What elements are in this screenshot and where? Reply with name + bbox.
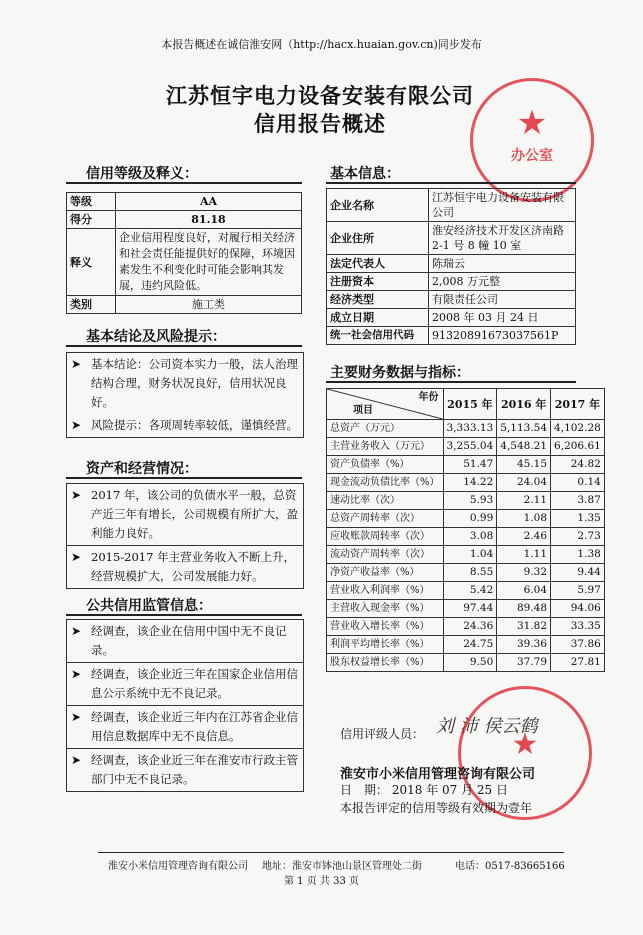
credit-label: 等级 — [67, 193, 116, 211]
list-item — [67, 414, 303, 437]
metric-value: 2.11 — [497, 492, 551, 510]
metric-value: 8.55 — [443, 564, 497, 582]
metric-value: 51.47 — [443, 456, 497, 474]
table-row — [327, 222, 576, 255]
assets-text: 2017 年，该公司的负债水平一般，总资产近三年有增长，公司规模有所扩大，盈利能力良好。 — [91, 488, 298, 540]
conclusion-heading: 基本结论及风险提示： — [86, 329, 226, 345]
financial-heading-rule — [326, 381, 576, 383]
rater-label: 信用评级人员： — [340, 727, 425, 741]
list-item — [67, 546, 303, 588]
stamp-star-icon: ★ — [516, 103, 548, 143]
metric-value: 3.08 — [443, 528, 497, 546]
metric-value: 9.44 — [551, 564, 605, 582]
list-item — [67, 663, 303, 705]
table-row — [327, 255, 576, 273]
metric-label: 应收账款周转率（次） — [327, 528, 444, 546]
table-row — [327, 618, 605, 636]
footer-company: 淮安小米信用管理咨询有限公司 — [108, 861, 248, 872]
basic-value: 有限责任公司 — [429, 291, 576, 309]
assets-box — [66, 483, 304, 589]
basic-label: 成立日期 — [327, 309, 429, 327]
publish-note: 本报告概述在诚信淮安网（http://hacx.huaian.gov.cn)同步发布 — [161, 38, 482, 51]
supervision-text: 经调查，该企业近三年在国家企业信用信息公示系统中无不良记录。 — [91, 667, 298, 700]
list-item — [67, 484, 303, 545]
metric-label: 营业收入利润率（%） — [327, 582, 444, 600]
basic-label: 经济类型 — [327, 291, 429, 309]
basic-label: 注册资本 — [327, 273, 429, 291]
basic-label: 法定代表人 — [327, 255, 429, 273]
stamp-text: 办公室 — [511, 148, 553, 164]
financial-table-body — [327, 420, 605, 672]
basic-value: 陈瑞云 — [429, 255, 576, 273]
table-row — [327, 510, 605, 528]
metric-value: 1.08 — [497, 510, 551, 528]
supervision-text: 经调查，该企业近三年内在江苏省企业信用信息数据库中无不良信息。 — [91, 710, 298, 743]
credit-value: AA — [116, 193, 302, 211]
metric-label: 速动比率（次） — [327, 492, 444, 510]
table-row — [327, 309, 576, 327]
supervision-text: 经调查，该企业近三年在淮安市行政主管部门中无不良记录。 — [91, 753, 298, 786]
metric-value: 5.97 — [551, 582, 605, 600]
basic-value: 2,008 万元整 — [429, 273, 576, 291]
corner-cell — [327, 389, 444, 420]
credit-label: 释义 — [67, 229, 116, 296]
date-label: 日 期： — [340, 783, 389, 797]
assets-text: 2015-2017 年主营业务收入不断上升，经营规模扩大，公司发展能力好。 — [91, 550, 296, 583]
metric-value: 1.04 — [443, 546, 497, 564]
table-row — [327, 564, 605, 582]
seal-star-icon: ★ — [511, 727, 539, 762]
credit-row — [67, 229, 302, 296]
company-title: 江苏恒宇电力设备安装有限公司 — [166, 83, 474, 108]
credit-row — [67, 193, 302, 211]
year-header: 2017 年 — [551, 389, 605, 420]
credit-value: 81.18 — [116, 211, 302, 229]
metric-label: 营业收入增长率（%） — [327, 618, 444, 636]
arrow-bullet-icon: ➤ — [71, 753, 82, 767]
footer-phone: 电话：0517-83665166 — [455, 861, 565, 872]
basic-value: 江苏恒宇电力设备安装有限公司 — [429, 189, 576, 222]
metric-value: 3,333.13 — [443, 420, 497, 438]
metric-value: 4,102.28 — [551, 420, 605, 438]
risk-text: 风险提示：各项周转率较低，谨慎经营。 — [91, 418, 298, 432]
table-header-row — [327, 389, 605, 420]
credit-value: 企业信用程度良好，对履行相关经济和社会责任能提供好的保障，环境因素发生不利变化时可能会影响其发展，违约风险低。 — [116, 229, 302, 296]
date-row — [340, 781, 508, 798]
basic-value: 2008 年 03 月 24 日 — [429, 309, 576, 327]
metric-value: 2.46 — [497, 528, 551, 546]
arrow-bullet-icon: ➤ — [71, 667, 82, 681]
credit-heading: 信用等级及释义： — [86, 166, 198, 182]
metric-value: 3.87 — [551, 492, 605, 510]
metric-label: 资产负债率（%） — [327, 456, 444, 474]
page-number: 第 1 页 共 33 页 — [284, 876, 359, 887]
metric-value: 0.14 — [551, 474, 605, 492]
metric-label: 主营收入现金率（%） — [327, 600, 444, 618]
metric-label: 流动资产周转率（次） — [327, 546, 444, 564]
supervision-box — [66, 619, 304, 792]
metric-label: 主营业务收入（万元） — [327, 438, 444, 456]
conclusion-box — [66, 352, 304, 438]
credit-label: 类别 — [67, 296, 116, 314]
basic-value: 淮安经济技术开发区济南路 2-1 号 8 幢 10 室 — [429, 222, 576, 255]
basic-label: 企业住所 — [327, 222, 429, 255]
metric-value: 3,255.04 — [443, 438, 497, 456]
list-item — [67, 749, 303, 791]
assets-heading-rule — [66, 477, 302, 479]
metric-value: 14.22 — [443, 474, 497, 492]
corner-item-label: 项目 — [353, 405, 373, 416]
arrow-bullet-icon: ➤ — [71, 488, 82, 502]
metric-label: 股东权益增长率（%） — [327, 654, 444, 672]
metric-value: 24.82 — [551, 456, 605, 474]
table-row — [327, 654, 605, 672]
metric-value: 39.36 — [497, 636, 551, 654]
table-row — [327, 582, 605, 600]
credit-row — [67, 211, 302, 229]
metric-value: 1.38 — [551, 546, 605, 564]
rater-signature: 刘 沛 侯云鹤 — [436, 716, 538, 737]
basic-label: 统一社会信用代码 — [327, 327, 429, 345]
table-row — [327, 474, 605, 492]
credit-label: 得分 — [67, 211, 116, 229]
metric-label: 净资产收益率（%） — [327, 564, 444, 582]
table-row — [327, 327, 576, 345]
table-row — [327, 636, 605, 654]
credit-value: 施工类 — [116, 296, 302, 314]
basic-value: 91320891673037561P — [429, 327, 576, 345]
metric-value: 37.79 — [497, 654, 551, 672]
metric-value: 45.15 — [497, 456, 551, 474]
metric-label: 总资产周转率（次） — [327, 510, 444, 528]
metric-value: 27.81 — [551, 654, 605, 672]
supervision-heading-rule — [66, 614, 302, 616]
table-row — [327, 420, 605, 438]
metric-value: 24.04 — [497, 474, 551, 492]
metric-value: 5.93 — [443, 492, 497, 510]
metric-value: 6,206.61 — [551, 438, 605, 456]
metric-value: 24.75 — [443, 636, 497, 654]
list-item — [67, 353, 303, 414]
metric-value: 9.50 — [443, 654, 497, 672]
metric-value: 4,548.21 — [497, 438, 551, 456]
basic-label: 企业名称 — [327, 189, 429, 222]
basic-info-table — [326, 188, 576, 345]
metric-value: 5,113.54 — [497, 420, 551, 438]
corner-year-label: 年份 — [418, 392, 439, 403]
table-row — [327, 492, 605, 510]
arrow-bullet-icon: ➤ — [71, 550, 82, 564]
metric-value: 1.35 — [551, 510, 605, 528]
financial-heading: 主要财务数据与指标： — [330, 365, 470, 381]
year-header: 2015 年 — [443, 389, 497, 420]
arrow-bullet-icon: ➤ — [71, 624, 82, 638]
metric-value: 94.06 — [551, 600, 605, 618]
table-row — [327, 189, 576, 222]
metric-label: 利润平均增长率（%） — [327, 636, 444, 654]
basic-heading-rule — [326, 182, 576, 184]
arrow-bullet-icon: ➤ — [71, 418, 82, 432]
arrow-bullet-icon: ➤ — [71, 710, 82, 724]
report-title: 信用报告概述 — [254, 111, 386, 136]
list-item — [67, 620, 303, 662]
table-row — [327, 273, 576, 291]
table-row — [327, 291, 576, 309]
metric-value: 37.86 — [551, 636, 605, 654]
validity-note: 本报告评定的信用等级有效期为壹年 — [340, 801, 533, 815]
metric-value: 33.35 — [551, 618, 605, 636]
credit-table — [66, 192, 302, 314]
list-item — [67, 706, 303, 748]
metric-value: 0.99 — [443, 510, 497, 528]
metric-value: 5.42 — [443, 582, 497, 600]
metric-value: 89.48 — [497, 600, 551, 618]
table-row — [327, 546, 605, 564]
metric-value: 9.32 — [497, 564, 551, 582]
assets-heading: 资产和经营情况： — [86, 461, 198, 477]
table-row — [327, 600, 605, 618]
credit-row — [67, 296, 302, 314]
footer-address: 地址：淮安市钵池山景区管理处二街 — [262, 861, 422, 872]
table-row — [327, 456, 605, 474]
conclusion-text: 基本结论：公司资本实力一般，法人治理结构合理，财务状况良好，信用状况良好。 — [91, 357, 298, 409]
metric-value: 2.73 — [551, 528, 605, 546]
metric-value: 6.04 — [497, 582, 551, 600]
footer-rule — [98, 852, 564, 853]
metric-value: 97.44 — [443, 600, 497, 618]
metric-label: 现金流动负债比率（%） — [327, 474, 444, 492]
metric-value: 1.11 — [497, 546, 551, 564]
year-header: 2016 年 — [497, 389, 551, 420]
metric-label: 总资产（万元） — [327, 420, 444, 438]
conclusion-heading-rule — [66, 345, 302, 347]
supervision-heading: 公共信用监管信息： — [86, 598, 212, 614]
table-row — [327, 528, 605, 546]
basic-heading: 基本信息： — [330, 166, 400, 182]
arrow-bullet-icon: ➤ — [71, 357, 82, 371]
metric-value: 24.36 — [443, 618, 497, 636]
metric-value: 31.82 — [497, 618, 551, 636]
date-value: 2018 年 07 月 25 日 — [391, 783, 508, 797]
table-row — [327, 438, 605, 456]
credit-heading-rule — [66, 182, 302, 184]
org-name: 淮安市小米信用管理咨询有限公司 — [340, 767, 536, 782]
supervision-text: 经调查，该企业在信用中国中无不良记录。 — [91, 624, 287, 657]
financial-table — [326, 388, 605, 672]
